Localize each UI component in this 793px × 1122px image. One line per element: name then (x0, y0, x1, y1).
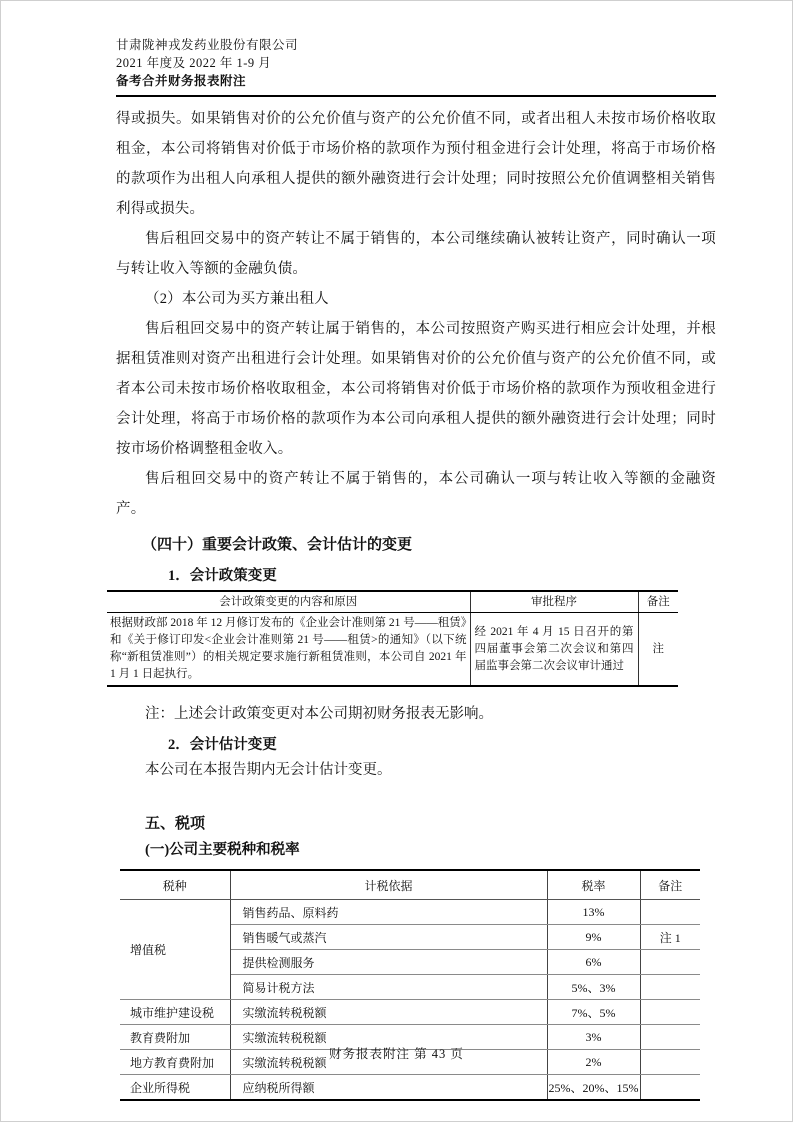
tax-header-basis: 计税依据 (230, 870, 547, 900)
tax-cell-rate: 5%、3% (547, 975, 640, 1000)
tax-cell-rate: 9% (547, 925, 640, 950)
page-header (116, 36, 716, 90)
tax-cell-basis: 销售暖气或蒸汽 (230, 925, 547, 950)
tax-cell-rate: 2% (547, 1050, 640, 1075)
tax-cell-type: 城市维护建设税 (120, 1000, 230, 1025)
tax-cell-rate: 25%、20%、15% (547, 1075, 640, 1101)
tax-cell-note (640, 950, 700, 975)
tax-cell-basis: 销售药品、原料药 (230, 900, 547, 925)
subheading-policy-change: 1．会计政策变更 (168, 568, 277, 584)
tax-cell-rate: 13% (547, 900, 640, 925)
tax-cell-rate: 7%、5% (547, 1000, 640, 1025)
policy-cell-content: 根据财政部 2018 年 12 月修订发布的《企业会计准则第 21 号——租赁》和《关于修订印发<企业会计准则第 21 号——租赁>的通知》（以下统称“新租赁准则”）的相关规定要求施行新租赁准则，本公司自 2021 年 1 月 1 日起执行。 (107, 613, 470, 687)
tax-table-row (120, 900, 700, 925)
policy-header-content: 会计政策变更的内容和原因 (107, 591, 470, 613)
tax-cell-basis: 简易计税方法 (230, 975, 547, 1000)
report-title: 备考合并财务报表附注 (116, 74, 247, 88)
policy-change-note: 注：上述会计政策变更对本公司期初财务报表无影响。 (145, 706, 493, 722)
tax-table-header-row (120, 870, 700, 900)
tax-header-note: 备注 (640, 870, 700, 900)
tax-cell-note (640, 1075, 700, 1101)
tax-cell-note: 注 1 (640, 925, 700, 950)
tax-cell-basis: 实缴流转税税额 (230, 1050, 547, 1075)
tax-cell-basis: 实缴流转税税额 (230, 1000, 547, 1025)
tax-header-type: 税种 (120, 870, 230, 900)
policy-table-row (107, 613, 678, 687)
para-buyer-lessor-heading: （2）本公司为买方兼出租人 (145, 291, 329, 307)
para-buyer-lessor-detail: 售后租回交易中的资产转让属于销售的，本公司按照资产购买进行相应会计处理，并根据租赁准则对资产出租进行会计处理。如果销售对价的公允价值与资产的公允价值不同，或者本公司未按市场价格收取租金，本公司将销售对价低于市场价格的款项作为预收租金进行会计处理，将高于市场价格的款项作为本公司向承租人提供的额外融资进行会计处理；同时按市场价格调整租金收入。 (116, 321, 716, 457)
policy-change-table (107, 590, 678, 687)
company-name: 甘肃陇神戎发药业股份有限公司 (116, 38, 299, 52)
section-heading-tax: 五、税项 (145, 816, 206, 832)
tax-cell-type: 教育费附加 (120, 1025, 230, 1050)
tax-cell-type: 企业所得税 (120, 1075, 230, 1101)
policy-header-approval: 审批程序 (470, 591, 638, 613)
tax-table-row (120, 1075, 700, 1101)
policy-cell-note: 注 (652, 642, 664, 655)
tax-cell-rate: 3% (547, 1025, 640, 1050)
page-number: 财务报表附注 第 43 页 (329, 1047, 464, 1061)
tax-cell-rate: 6% (547, 950, 640, 975)
para-leaseback-not-sale: 售后租回交易中的资产转让不属于销售的，本公司继续确认被转让资产，同时确认一项与转让收入等额的金融负债。 (116, 231, 716, 277)
para-continuation: 得或损失。如果销售对价的公允价值与资产的公允价值不同，或者出租人未按市场价格收取租金，本公司将销售对价低于市场价格的款项作为预付租金进行会计处理，将高于市场价格的款项作为出租人向承租人提供的额外融资进行会计处理；同时按照公允价值调整相关销售利得或损失。 (116, 111, 716, 217)
para-financial-asset: 售后租回交易中的资产转让不属于销售的，本公司确认一项与转让收入等额的金融资产。 (116, 471, 716, 517)
policy-table-header-row (107, 591, 678, 613)
tax-cell-type-vat: 增值税 (120, 900, 230, 1000)
tax-cell-note (640, 975, 700, 1000)
policy-cell-approval: 经 2021 年 4 月 15 日召开的第四届董事会第二次会议和第四届监事会第二次会议审计通过 (470, 613, 638, 687)
estimate-change-text: 本公司在本报告期内无会计估计变更。 (145, 762, 392, 778)
tax-cell-note (640, 900, 700, 925)
tax-cell-note (640, 1000, 700, 1025)
policy-header-note: 备注 (638, 591, 678, 613)
tax-rate-table (120, 869, 700, 1101)
report-period: 2021 年度及 2022 年 1-9 月 (116, 56, 272, 70)
subheading-estimate-change: 2．会计估计变更 (168, 737, 277, 753)
section-heading-forty: （四十）重要会计政策、会计估计的变更 (142, 537, 413, 553)
tax-table-row (120, 1000, 700, 1025)
header-divider (116, 95, 716, 97)
tax-cell-basis: 应纳税所得额 (230, 1075, 547, 1101)
tax-header-rate: 税率 (547, 870, 640, 900)
tax-cell-type: 地方教育费附加 (120, 1050, 230, 1075)
subheading-tax-rates: (一)公司主要税种和税率 (145, 842, 300, 858)
tax-cell-basis: 实缴流转税税额 (230, 1025, 547, 1050)
tax-cell-basis: 提供检测服务 (230, 950, 547, 975)
